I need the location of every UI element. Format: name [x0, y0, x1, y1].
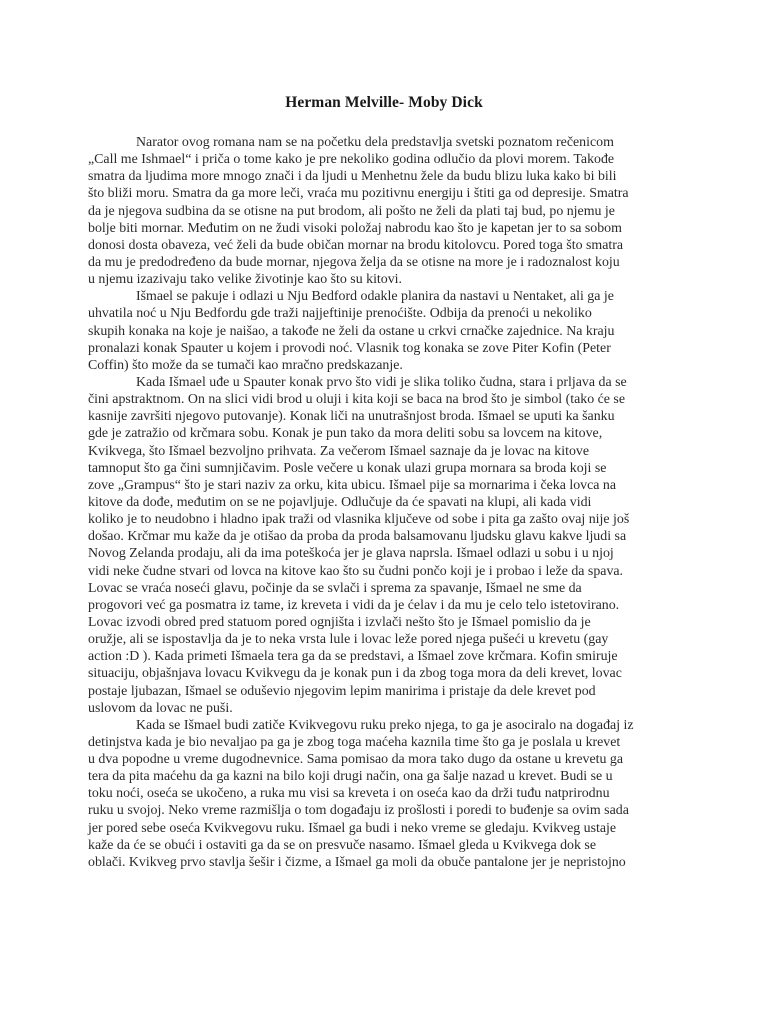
text-line: Narator ovog romana nam se na početku dela predstavlja svetski poznatom rečenicom [136, 135, 614, 150]
text-line: Išmael se pakuje i odlazi u Nju Bedford odakle planira da nastavi u Nentaket, ali ga je [136, 289, 614, 305]
text-line: kasnije završiti njegovo putovanje). Konak liči na unutrašnjost broda. Išmael se uputi ka šanku [88, 409, 615, 425]
text-line: Kvikvega, što Išmael bezvoljno prihvata. Za večerom Išmael saznaje da je lovac na kitove [88, 443, 590, 459]
paragraph-4 [88, 717, 670, 871]
text-line: situaciju, objašnjava lovacu Kvikvegu da je konak pun i da zbog toga mora da deli krevet, lovac [88, 666, 622, 682]
text-line: smatra da ljudima more mnogo znači i da ljudi u Menhetnu žele da budu blizu luka kako bi bili [88, 169, 617, 185]
text-line: da je njegova sudbina da se otisne na put brodom, ali pošto ne želi da plati taj bud, po njemu je [88, 203, 615, 219]
text-line: gde je zatražio od krčmara sobu. Konak je pun tako da mora deliti sobu sa lovcem na kitove, [88, 426, 603, 442]
document-body [88, 134, 670, 871]
text-line: action :D ). Kada primeti Išmaela tera ga da se predstavi, a Išmael zove krčmara. Kofin smiruje [88, 649, 618, 665]
text-line: donosi dosta obaveza, već želi da bude običan mornar na brodu kitolovcu. Pored toga što smatra [88, 237, 624, 253]
text-line: Coffin) što može da se tumači kao mračno predskazanje. [88, 357, 403, 373]
text-line: uhvatila noć u Nju Bedfordu gde traži najjeftinije prenoćište. Odbija da prenoći u nekoliko [88, 306, 592, 322]
text-line: postaje ljubazan, Išmael se oduševio njegovim lepim manirima i pristaje da dele krevet pod [88, 683, 596, 699]
paragraph-2 [88, 288, 670, 374]
text-line: Lovac izvodi obred pred statuom pored ognjišta i izvlači nešto što je Išmael pomislio da je [88, 614, 591, 630]
text-line: Kada se Išmael budi zatiče Kvikvegovu ruku preko njega, to ga je asociralo na događaj iz [136, 717, 634, 733]
text-line: došao. Krčmar mu kaže da je otišao da proba da proda balsamovanu ljudsku glavu kakve ljudi sa [88, 529, 627, 545]
text-line: u dva popodne u vreme dugodnevnice. Sama pomisao da mora tako dugo da ostane u krevetu ga [88, 752, 624, 768]
paragraph-3 [88, 374, 670, 717]
text-line: kaže da će se obući i ostaviti ga da se on presvuče nasamo. Išmael gleda u Kvikvega dok se [88, 837, 596, 853]
text-line: koliko je to neudobno i hladno ipak traži od vlasnika ključeve od sobe i pita ga zašto ovaj nije još [88, 512, 630, 528]
text-line: oružje, ali se ispostavlja da je to neka vrsta lule i lovac leže pored njega pušeći u krevetu (gay [88, 632, 609, 648]
text-line: Novog Zelanda prodaju, ali da ima poteškoća jer je glava naprsla. Išmael odlazi u sobu i u njoj [88, 546, 614, 562]
text-line: pronalazi konak Spauter u kojem i provodi noć. Vlasnik tog konaka se zove Piter Kofin (Peter [88, 340, 611, 356]
text-line: čini apstraktnom. On na slici vidi brod u oluji i kita koji se baca na brod što je simbol (tako će se [88, 392, 625, 408]
text-line: „Call me Ishmael“ i priča o tome kako je pre nekoliko godina odlučio da plovi morem. Takođe [88, 152, 615, 168]
text-line: Lovac se vraća noseći glavu, počinje da se svlači i sprema za spavanje, Išmael ne sme da [88, 580, 582, 596]
text-line: jer pored sebe oseća Kvikvegovu ruku. Išmael ga budi i neko vreme se gledaju. Kvikveg ustaje [88, 820, 617, 836]
text-line: tamnoput što ga čini sumnjičavim. Posle večere u konak ulazi grupa mornara sa broda koji se [88, 460, 607, 476]
paragraph-1 [88, 134, 670, 288]
text-line: zove „Grampus“ što je stari naziv za orku, kita ubicu. Išmael pije sa mornarima i čeka lovca na [88, 477, 617, 493]
text-line: tera da pita maćehu da ga kazni na bilo koji drugi način, ona ga šalje nazad u krevet. Budi se u [88, 769, 613, 785]
text-line: bolje biti mornar. Međutim on ne žudi visoki položaj nabrodu kao što je kapetan jer to sa sobom [88, 220, 622, 236]
text-line: vidi neke čudne stvari od lovca na kitove kao što su čudni pončo koji je i probao i leže da spava. [88, 563, 624, 579]
text-line: uslovom da lovac ne puši. [88, 700, 233, 716]
text-line: kitove da dođe, međutim on se ne pojavljuje. Odlučuje da će spavati na klupi, ali kada vidi [88, 494, 592, 510]
text-line: ruku u svojoj. Neko vreme razmišlja o tom događaju iz prošlosti i poredi to buđenje sa ovim sada [88, 803, 629, 819]
text-line: progovori već ga posmatra iz tame, iz kreveta i vidi da je ćelav i da mu je celo telo istetovirano. [88, 597, 620, 613]
document-title: Herman Melville- Moby Dick [285, 94, 483, 111]
text-line: da mu je predodređeno da bude mornar, njegova želja da se otisne na more je i radoznalost koju [88, 254, 620, 270]
text-line: detinjstva kada je bio nevaljao pa ga je zbog toga maćeha kaznila time što ga je poslala u krevet [88, 734, 621, 750]
text-line: Kada Išmael uđe u Spauter konak prvo što vidi je slika toliko čudna, stara i prljava da se [136, 374, 627, 390]
text-line: u njemu izazivaju tako velike životinje kao što su kitovi. [88, 272, 403, 288]
text-line: toku noći, oseća se ukočeno, a ruka mu visi sa kreveta i on oseća kao da drži tuđu natprirodnu [88, 786, 610, 802]
text-line: oblači. Kvikveg prvo stavlja šešir i čizme, a Išmael ga moli da obuče pantalone jer je nepristojno [88, 854, 626, 870]
text-line: što bliži moru. Smatra da ga more leči, vraća mu pozitivnu energiju i štiti ga od depresije. Smatra [88, 186, 629, 202]
text-line: skupih konaka na koje je naišao, a takođe ne želi da ostane u crkvi crnačke zajednice. Na kraju [88, 323, 615, 339]
